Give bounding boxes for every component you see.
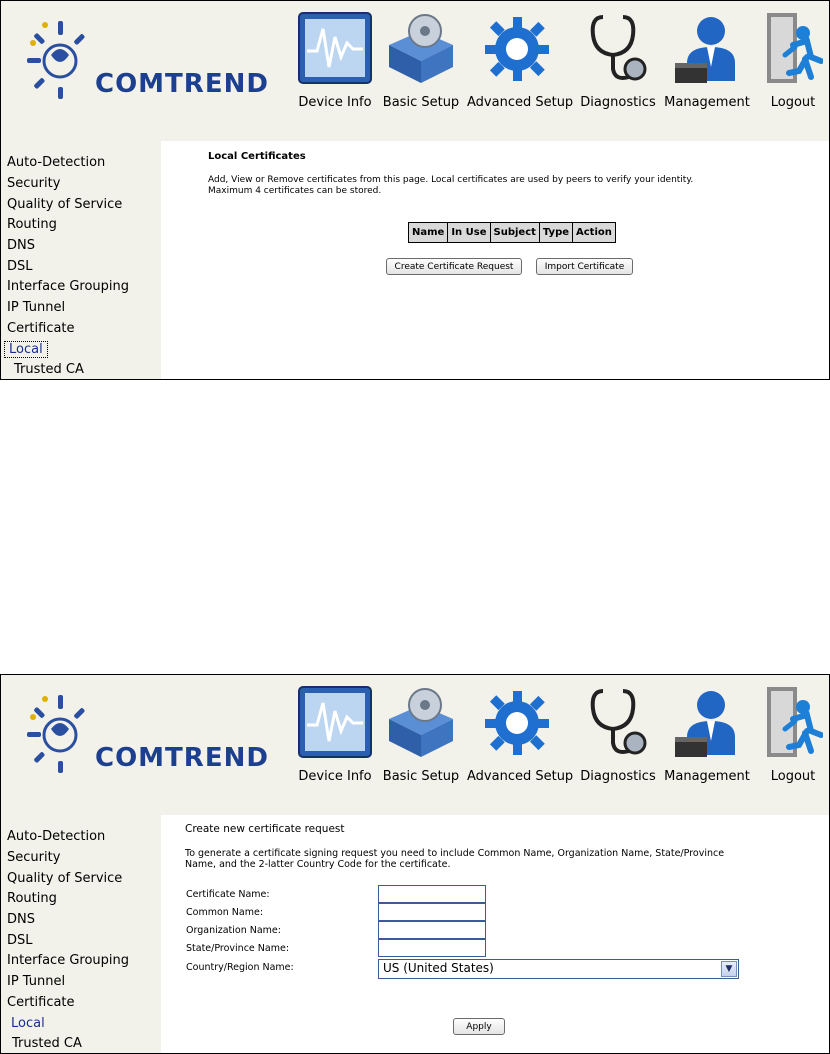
nav-label: Diagnostics — [580, 95, 656, 110]
sidebar-item-auto-detection[interactable]: Auto-Detection — [7, 155, 106, 170]
sidebar-item-interface-grouping[interactable]: Interface Grouping — [7, 279, 130, 294]
management-icon — [673, 685, 741, 759]
advanced-setup-icon — [477, 11, 559, 85]
sidebar-item-dns[interactable]: DNS — [7, 238, 35, 253]
sidebar-item-routing[interactable]: Routing — [7, 217, 57, 232]
diagnostics-icon — [585, 11, 651, 85]
nav-device-info[interactable] — [297, 11, 373, 110]
column-header-type: Type — [539, 223, 572, 243]
apply-button[interactable]: Apply — [453, 1018, 505, 1035]
basic-setup-icon — [385, 11, 457, 85]
chevron-down-icon[interactable]: ▼ — [721, 961, 737, 977]
country-region-value: US (United States) — [383, 961, 494, 975]
sidebar — [1, 141, 161, 380]
page-title: Create new certificate request — [185, 823, 345, 835]
certificates-table — [408, 222, 616, 243]
nav-basic-setup[interactable] — [382, 685, 460, 784]
nav-logout[interactable] — [763, 685, 823, 784]
advanced-setup-icon — [477, 685, 559, 759]
nav-label: Advanced Setup — [467, 769, 574, 784]
sidebar-item-auto-detection[interactable]: Auto-Detection — [7, 829, 106, 844]
nav-diagnostics[interactable] — [580, 11, 656, 110]
comtrend-sun-icon — [15, 687, 95, 777]
import-certificate-button[interactable]: Import Certificate — [536, 258, 633, 275]
page-description — [185, 848, 724, 870]
sidebar-item-routing[interactable]: Routing — [7, 891, 57, 906]
sidebar-item-trusted-ca[interactable]: Trusted CA — [14, 362, 84, 377]
nav-advanced-setup[interactable] — [467, 685, 574, 784]
certificate-name-input[interactable] — [378, 885, 486, 903]
organization-name-input[interactable] — [378, 921, 486, 939]
nav-label: Management — [664, 95, 750, 110]
country-region-label: Country/Region Name: — [186, 962, 294, 973]
sidebar-item-dns[interactable]: DNS — [7, 912, 35, 927]
organization-name-label: Organization Name: — [186, 925, 281, 936]
nav-diagnostics[interactable] — [580, 685, 656, 784]
nav-management[interactable] — [664, 11, 750, 110]
sidebar-item-local[interactable]: Local — [5, 342, 47, 357]
nav-label: Basic Setup — [382, 95, 460, 110]
sidebar-item-security[interactable]: Security — [7, 176, 61, 191]
sidebar-item-security[interactable]: Security — [7, 850, 61, 865]
sidebar-item-quality-of-service[interactable]: Quality of Service — [7, 197, 123, 212]
certificate-name-label: Certificate Name: — [186, 889, 270, 900]
nav-device-info[interactable] — [297, 685, 373, 784]
common-name-label: Common Name: — [186, 907, 264, 918]
sidebar-item-certificate[interactable]: Certificate — [7, 995, 75, 1010]
description-line: To generate a certificate signing request you need to include Common Name, Organization Name, State/Province — [185, 848, 725, 859]
nav-label: Management — [664, 769, 750, 784]
device-info-icon — [297, 11, 373, 85]
sidebar-item-trusted-ca[interactable]: Trusted CA — [12, 1036, 82, 1051]
common-name-input[interactable] — [378, 903, 486, 921]
description-line: Add, View or Remove certificates from this page. Local certificates are used by peers to verify your identity. — [208, 175, 694, 185]
comtrend-sun-icon — [15, 13, 95, 103]
country-region-select[interactable] — [378, 959, 739, 979]
brand-name: COMTREND — [95, 743, 269, 773]
nav-label: Device Info — [298, 95, 372, 110]
table-header-row — [409, 223, 616, 243]
nav-label: Basic Setup — [382, 769, 460, 784]
sidebar-item-local[interactable]: Local — [11, 1016, 45, 1031]
nav-label: Logout — [770, 769, 816, 784]
diagnostics-icon — [585, 685, 651, 759]
sidebar — [1, 815, 161, 1054]
column-header-name: Name — [409, 223, 448, 243]
nav-label: Device Info — [298, 769, 372, 784]
main-content — [161, 141, 829, 380]
state-province-name-input[interactable] — [378, 939, 486, 957]
sidebar-item-dsl[interactable]: DSL — [7, 933, 33, 948]
sidebar-item-ip-tunnel[interactable]: IP Tunnel — [7, 974, 66, 989]
logout-icon — [763, 685, 823, 759]
column-header-in-use: In Use — [448, 223, 490, 243]
management-icon — [673, 11, 741, 85]
nav-label: Diagnostics — [580, 769, 656, 784]
page-title: Local Certificates — [208, 151, 306, 162]
comtrend-logo — [15, 13, 275, 103]
nav-management[interactable] — [664, 685, 750, 784]
device-info-icon — [297, 685, 373, 759]
main-content — [161, 815, 829, 1054]
nav-label: Advanced Setup — [467, 95, 574, 110]
nav-label: Logout — [770, 95, 816, 110]
nav-basic-setup[interactable] — [382, 11, 460, 110]
comtrend-logo — [15, 687, 275, 777]
nav-logout[interactable] — [763, 11, 823, 110]
screenshot-create-certificate-request — [0, 674, 830, 1054]
nav-advanced-setup[interactable] — [467, 11, 574, 110]
sidebar-item-dsl[interactable]: DSL — [7, 259, 33, 274]
header — [1, 675, 829, 815]
basic-setup-icon — [385, 685, 457, 759]
brand-name: COMTREND — [95, 69, 269, 99]
page-description — [208, 175, 693, 197]
column-header-subject: Subject — [490, 223, 539, 243]
state-province-name-label: State/Province Name: — [186, 943, 290, 954]
sidebar-item-ip-tunnel[interactable]: IP Tunnel — [7, 300, 66, 315]
screenshot-local-certificates — [0, 0, 830, 380]
sidebar-item-interface-grouping[interactable]: Interface Grouping — [7, 953, 130, 968]
description-line: Maximum 4 certificates can be stored. — [208, 186, 382, 196]
sidebar-item-quality-of-service[interactable]: Quality of Service — [7, 871, 123, 886]
description-line: Name, and the 2-latter Country Code for the certificate. — [185, 859, 451, 870]
header — [1, 1, 829, 141]
create-certificate-request-button[interactable]: Create Certificate Request — [386, 258, 522, 275]
sidebar-item-certificate[interactable]: Certificate — [7, 321, 75, 336]
column-header-action: Action — [573, 223, 616, 243]
logout-icon — [763, 11, 823, 85]
